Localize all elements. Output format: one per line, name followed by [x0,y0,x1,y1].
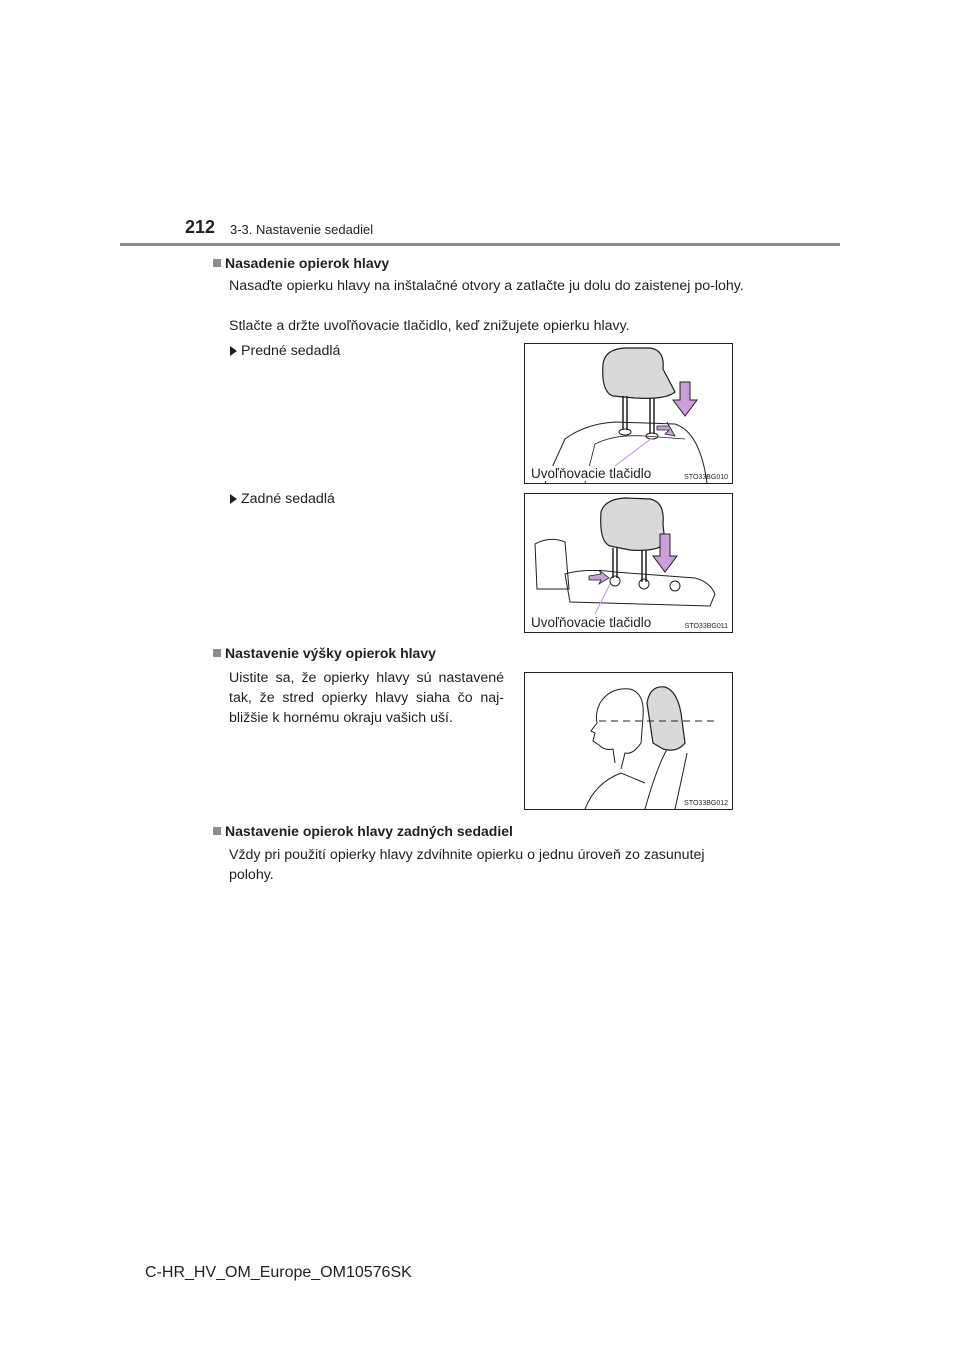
heading-text: Nastavenie opierok hlavy zadných sedadiel [225,823,513,839]
bullet-square-icon [213,259,221,267]
rear-seats-label [230,491,335,507]
figure3-code: STO33BG012 [684,800,728,807]
heading-text: Nasadenie opierok hlavy [225,255,390,271]
triangle-bullet-icon [230,346,237,356]
heading-text: Nastavenie výšky opierok hlavy [225,645,436,661]
heading-install-headrests [213,255,389,271]
height-instruction: Uistite sa, že opierky hlavy sú nastavené tak, že stred opierky hlavy siaha čo naj-bližšie k hornému okraju vašich uší. [229,670,504,726]
heading-adjust-height [213,645,436,661]
lower-instruction: Stlačte a držte uvoľňovacie tlačidlo, keď znižujete opierku hlavy. [229,318,630,334]
install-instruction: Nasaďte opierku hlavy na inštalačné otvory a zatlačte ju dolu do zaistenej po-lohy. [229,278,744,294]
page-number: 212 [185,217,216,237]
front-headrest-illustration [525,344,732,483]
heading-rear-headrests [213,823,513,839]
figure2-code: STO33BG011 [684,623,728,630]
front-seats-label [230,343,340,359]
front-seats-text: Predné sedadlá [241,343,341,359]
bullet-square-icon [213,827,221,835]
figure2-caption: Uvoľňovacie tlačidlo [531,615,652,630]
triangle-bullet-icon [230,494,237,504]
height-position-illustration [525,673,732,809]
rear-headrest-illustration [525,494,732,632]
figure1-code: STO33BG010 [684,474,728,481]
rear-instruction: Vždy pri použití opierky hlavy zdvihnite opierku o jednu úroveň zo zasunutej polohy. [229,847,705,883]
section-title: 3-3. Nastavenie sedadiel [230,222,374,237]
rear-seats-text: Zadné sedadlá [241,491,335,507]
header-divider [120,243,840,246]
figure1-caption: Uvoľňovacie tlačidlo [531,466,652,481]
bullet-square-icon [213,649,221,657]
document-id: C-HR_HV_OM_Europe_OM10576SK [145,1264,412,1281]
figure-rear-headrest [524,493,733,633]
figure-height-position [524,672,733,810]
figure-front-headrest [524,343,733,484]
